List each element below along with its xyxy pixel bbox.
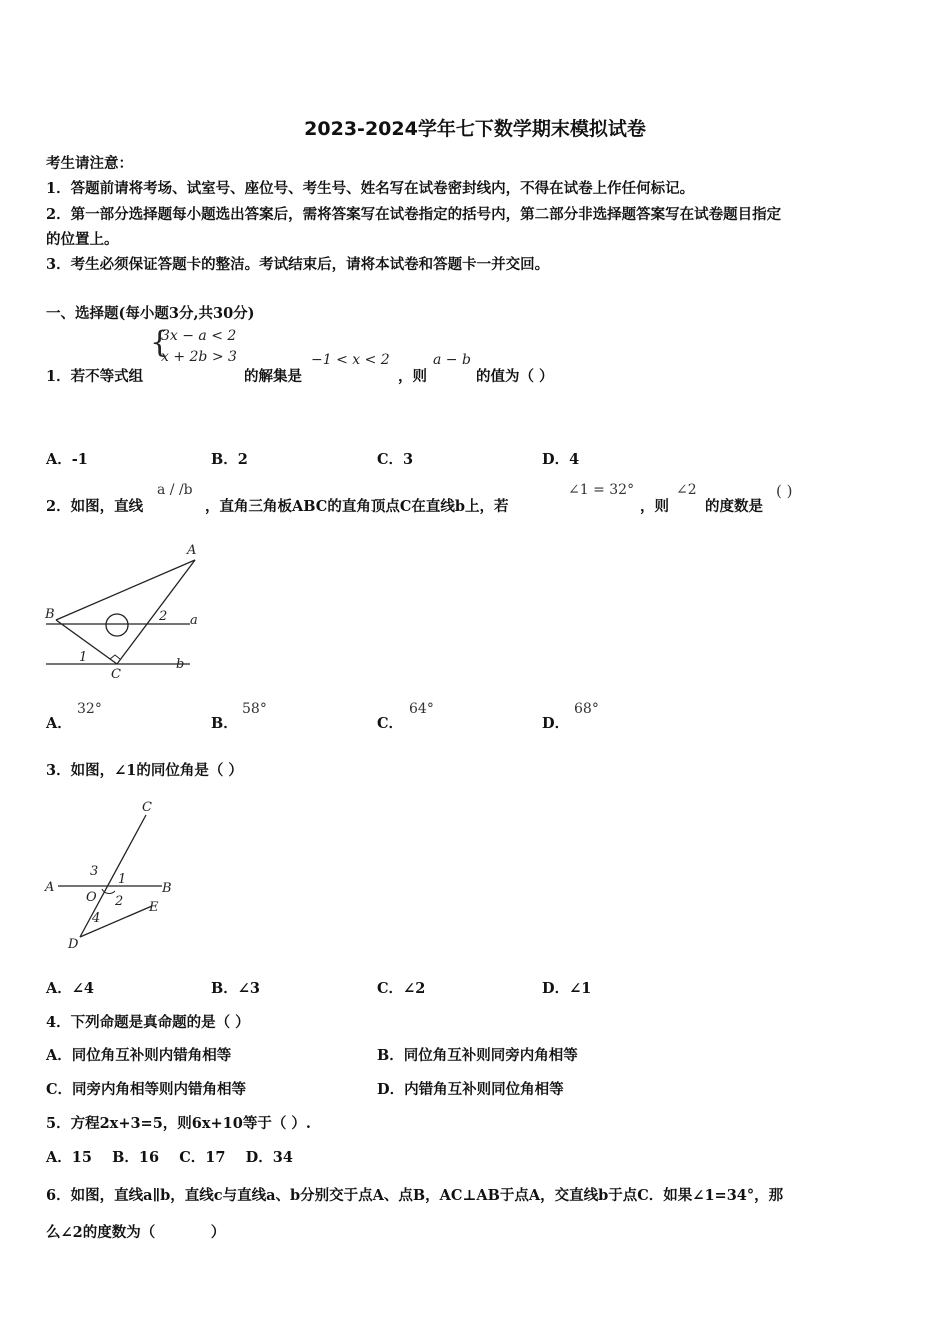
q2-option-a-value: 32° [77, 701, 102, 717]
q3-label-B: B [162, 881, 172, 896]
q4-text: 4．下列命题是真命题的是（ ） [46, 1014, 250, 1031]
q4-option-d: D．内错角互补则同位角相等 [377, 1081, 564, 1098]
q2-side-ab [56, 560, 195, 620]
q2-option-c-value: 64° [409, 701, 434, 717]
q2-triangle-hole [106, 614, 128, 636]
q2-figure [40, 540, 210, 685]
q1-option-c: C．3 [377, 451, 414, 468]
q3-label-E: E [149, 900, 159, 915]
q2-label-2: 2 [159, 609, 168, 624]
q2-comma: ，则 [640, 498, 669, 515]
q3-option-b: B．∠3 [211, 980, 260, 997]
q2-angle2: ∠2 [676, 482, 697, 498]
q1-prefix: 1．若不等式组 [46, 368, 144, 385]
q2-suffix: 的度数是 [705, 498, 763, 515]
notice-item-2: 2．第一部分选择题每小题选出答案后，需将答案写在试卷指定的括号内，第二部分非选择题答案写在试卷题目指定 [46, 206, 782, 223]
q2-parallel: a / /b [157, 482, 193, 498]
q2-label-a: a [190, 613, 198, 628]
q1-system-line1: 3x − a < 2 [161, 328, 237, 344]
q2-option-d-value: 68° [574, 701, 599, 717]
q1-mid: 的解集是 [244, 368, 302, 385]
q6-line1: 6．如图，直线a∥b，直线c与直线a、b分别交于点A、点B，AC⊥AB于点A，交直线b于点C．如果∠1=34°，那 [46, 1187, 784, 1204]
q2-angle1: ∠1 = 32° [568, 482, 635, 498]
q3-text: 3．如图，∠1的同位角是（ ） [46, 762, 243, 779]
q4-option-a: A．同位角互补则内错角相等 [46, 1047, 232, 1064]
q3-option-d: D．∠1 [542, 980, 592, 997]
q4-option-b: B．同位角互补则同旁内角相等 [377, 1047, 578, 1064]
q5-text: 5．方程2x+3=5，则6x+10等于（ ）. [46, 1115, 311, 1132]
q3-label-2: 2 [115, 894, 124, 909]
q4-option-c: C．同旁内角相等则内错角相等 [46, 1081, 247, 1098]
q1-option-a: A．-1 [46, 451, 88, 468]
q1-option-b: B．2 [211, 451, 248, 468]
q3-option-a: A．∠4 [46, 980, 94, 997]
q2-label-B: B [45, 607, 55, 622]
q1-range: −1 < x < 2 [311, 352, 390, 368]
q3-label-4: 4 [92, 911, 101, 926]
q3-line-de [80, 906, 152, 937]
q1-expr: a − b [433, 352, 471, 368]
notice-item-2-cont: 的位置上。 [46, 231, 119, 248]
q2-option-b-letter: B． [211, 715, 238, 732]
q3-figure [40, 795, 190, 955]
notice-heading: 考生请注意： [46, 155, 133, 172]
q2-option-b-value: 58° [242, 701, 267, 717]
q2-label-1: 1 [79, 650, 88, 665]
q3-label-1: 1 [118, 872, 127, 887]
q3-option-c: C．∠2 [377, 980, 426, 997]
q2-paren: ( ) [776, 482, 793, 500]
q2-option-d-letter: D． [542, 715, 570, 732]
q2-prefix: 2．如图，直线 [46, 498, 144, 515]
q1-system-line2: x + 2b > 3 [161, 349, 237, 365]
q1-option-d: D．4 [542, 451, 580, 468]
q1-comma: ，则 [398, 368, 427, 385]
q3-label-O: O [86, 890, 97, 905]
q1-suffix: 的值为（ ） [476, 368, 554, 385]
q2-option-a-letter: A． [46, 715, 72, 732]
q5-options: A．15 B．16 C．17 D．34 [46, 1149, 293, 1166]
q1-system-brace: { [150, 325, 170, 360]
q2-label-A: A [187, 543, 197, 558]
q2-mid: ，直角三角板ABC的直角顶点C在直线b上，若 [205, 498, 509, 515]
q3-label-A: A [45, 880, 55, 895]
q3-label-D: D [68, 937, 79, 952]
q2-right-angle-mark [110, 655, 120, 659]
q6-line2: 么∠2的度数为（ ） [46, 1224, 226, 1241]
q3-label-C: C [142, 800, 152, 815]
q2-label-C: C [111, 667, 121, 682]
section-heading: 一、选择题(每小题3分,共30分) [46, 305, 255, 322]
q2-side-ac [117, 560, 195, 664]
page-title: 2023-2024学年七下数学期末模拟试卷 [304, 118, 646, 140]
q2-option-c-letter: C． [377, 715, 404, 732]
notice-item-1: 1．答题前请将考场、试室号、座位号、考生号、姓名写在试卷密封线内，不得在试卷上作任何标记。 [46, 180, 695, 197]
q2-label-b: b [176, 657, 185, 672]
notice-item-3: 3．考生必须保证答题卡的整洁。考试结束后，请将本试卷和答题卡一并交回。 [46, 256, 550, 273]
q3-label-3: 3 [90, 864, 99, 879]
